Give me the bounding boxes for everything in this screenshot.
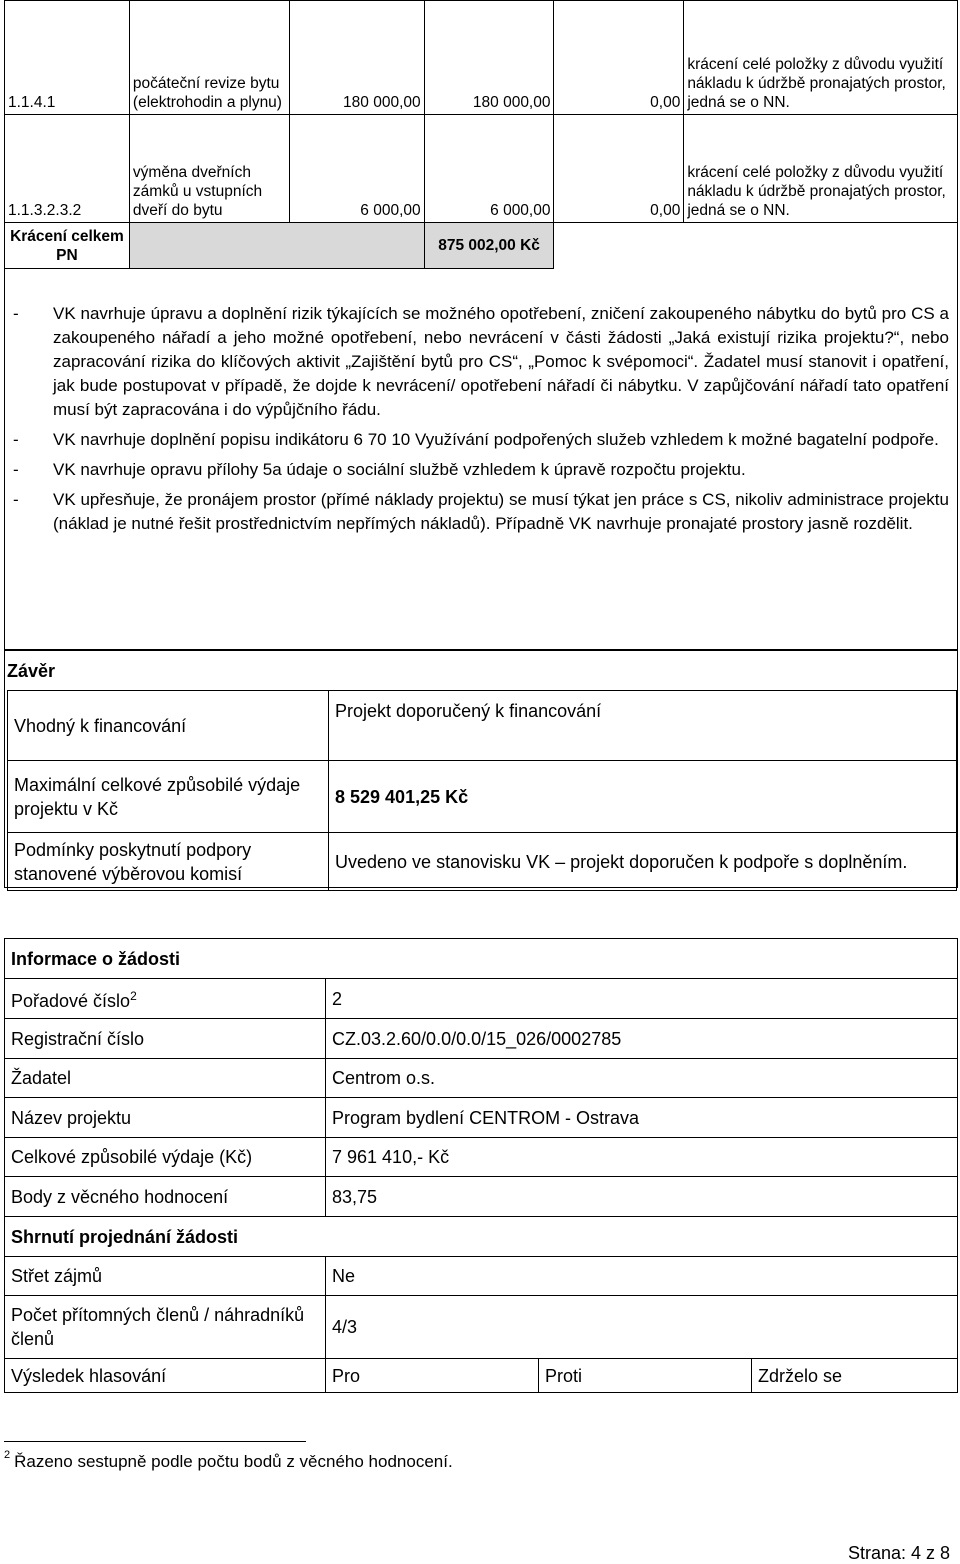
table-row: [5, 979, 958, 1019]
info-label: Žadatel: [5, 1059, 326, 1098]
item-amount: 180 000,00: [424, 1, 554, 115]
table-row: [5, 1, 958, 115]
info-value: Ne: [326, 1257, 958, 1296]
total-label: Krácení celkem PN: [5, 223, 130, 269]
table-row: [8, 761, 957, 833]
table-row: [5, 1098, 958, 1138]
list-item: - VK navrhuje doplnění popisu indikátoru 6 70 10 Využívání podpořených služeb vzhledem k možné bagatelní podpoře.: [13, 430, 939, 449]
conclusion-value: 8 529 401,25 Kč: [329, 761, 957, 833]
comment-text: VK navrhuje opravu přílohy 5a údaje o sociální službě vzhledem k úpravě rozpočtu projektu.: [53, 460, 746, 479]
item-amount: 6 000,00: [289, 115, 424, 223]
vote-for: Pro: [326, 1359, 539, 1393]
cost-reduction-table: [4, 0, 958, 269]
table-row: [5, 1359, 958, 1393]
section-title: Informace o žádosti: [5, 939, 958, 979]
conclusion-section: [4, 650, 958, 888]
vote-against: Proti: [539, 1359, 752, 1393]
info-value: 83,75: [326, 1177, 958, 1217]
table-row: [5, 1019, 958, 1059]
item-note: krácení celé položky z důvodu využití nákladu k údržbě pronajatých prostor, jedná se o NN.: [684, 115, 958, 223]
conclusion-label: Maximální celkové způsobilé výdaje projektu v Kč: [8, 761, 329, 833]
info-value: CZ.03.2.60/0.0/0.0/15_026/0002785: [326, 1019, 958, 1059]
table-row: [5, 1217, 958, 1257]
footnote: [4, 1449, 453, 1472]
info-label: Výsledek hlasování: [5, 1359, 326, 1393]
footnote-mark: 2: [4, 1449, 11, 1461]
conclusion-value: Uvedeno ve stanovisku VK – projekt doporučen k podpoře s doplněním.: [329, 833, 957, 891]
conclusion-table: [7, 690, 957, 891]
conclusion-value: Projekt doporučený k financování: [329, 691, 957, 761]
table-row: [5, 1059, 958, 1098]
table-row: [5, 1257, 958, 1296]
info-label: Střet zájmů: [5, 1257, 326, 1296]
info-label: Počet přítomných členů / náhradníků členů: [5, 1296, 326, 1359]
info-value: 2: [326, 979, 958, 1019]
order-label: Pořadové číslo: [11, 991, 131, 1011]
info-label: [5, 979, 326, 1019]
committee-comments: [4, 268, 958, 650]
section-title: Závěr: [7, 661, 56, 681]
item-note: krácení celé položky z důvodu využití nákladu k údržbě pronajatých prostor, jedná se o NN.: [684, 1, 958, 115]
table-row: [5, 1296, 958, 1359]
list-item: - VK navrhuje opravu přílohy 5a údaje o sociální službě vzhledem k úpravě rozpočtu projektu.: [13, 460, 746, 479]
footnote-text: Řazeno sestupně podle počtu bodů z věcného hodnocení.: [14, 1452, 453, 1471]
footnote-divider: [4, 1441, 306, 1442]
application-info-table: [4, 938, 958, 1393]
item-code: 1.1.4.1: [5, 1, 130, 115]
item-name: počáteční revize bytu (elektrohodin a plynu): [129, 1, 289, 115]
info-value: 4/3: [326, 1296, 958, 1359]
comment-text: VK navrhuje doplnění popisu indikátoru 6 70 10 Využívání podpořených služeb vzhledem k možné bagatelní podpoře.: [53, 430, 939, 449]
table-row: [5, 1177, 958, 1217]
item-amount: 6 000,00: [424, 115, 554, 223]
info-value: Program bydlení CENTROM - Ostrava: [326, 1098, 958, 1138]
item-amount: 180 000,00: [289, 1, 424, 115]
footnote-ref: 2: [130, 989, 137, 1003]
page-number: Strana: 4 z 8: [847, 1543, 950, 1563]
info-label: Název projektu: [5, 1098, 326, 1138]
vote-abstain: Zdrželo se: [752, 1359, 958, 1393]
table-row: [5, 1138, 958, 1177]
item-amount: 0,00: [554, 1, 684, 115]
comment-text: VK upřesňuje, že pronájem prostor (přímé náklady projektu) se musí týkat jen práce s CS, nikoliv administrace projektu (náklad je nutné řešit prostřednictvím nepřímých nákladů). Případně VK navrhuje pronajaté prostory jasně rozdělit.: [53, 490, 949, 533]
table-row: [8, 833, 957, 891]
table-row: [8, 691, 957, 761]
conclusion-label: Podmínky poskytnutí podpory stanovené výběrovou komisí: [8, 833, 329, 891]
info-label: Body z věcného hodnocení: [5, 1177, 326, 1217]
info-value: 7 961 410,- Kč: [326, 1138, 958, 1177]
section-title: Shrnutí projednání žádosti: [5, 1217, 958, 1257]
list-item: - VK navrhuje úpravu a doplnění rizik týkajících se možného opotřebení, zničení zakoupeného nábytku do bytů pro CS a zakoupeného nářadí a jeho možné opotřebení, nebo nevrácení v části žádosti „Jaká existují rizika projektu?“, nebo zapracování rizika do klíčových aktivit „Zajištění bytů pro CS“, „Pomoc k svépomoci“. Žadatel musí stanovit i opatření, jak bude postupovat v případě, že dojde k nevrácení/ opotřebení nářadí či nábytku. V zapůjčování nářadí tato opatření musí být zapracována i do výpůjčního řádu.: [13, 304, 949, 419]
info-value: Centrom o.s.: [326, 1059, 958, 1098]
item-name: výměna dveřních zámků u vstupních dveří do bytu: [129, 115, 289, 223]
conclusion-label: Vhodný k financování: [8, 691, 329, 761]
table-row: [5, 115, 958, 223]
item-amount: 0,00: [554, 115, 684, 223]
info-label: Celkové způsobilé výdaje (Kč): [5, 1138, 326, 1177]
list-item: - VK upřesňuje, že pronájem prostor (přímé náklady projektu) se musí týkat jen práce s CS, nikoliv administrace projektu (náklad je nutné řešit prostřednictvím nepřímých nákladů). Případně VK navrhuje pronajaté prostory jasně rozdělit.: [13, 490, 949, 533]
total-row: [5, 223, 958, 269]
total-value: 875 002,00 Kč: [424, 223, 554, 269]
item-code: 1.1.3.2.3.2: [5, 115, 130, 223]
comment-text: VK navrhuje úpravu a doplnění rizik týkajících se možného opotřebení, zničení zakoupeného nábytku do bytů pro CS a zakoupeného nářadí a jeho možné opotřebení, nebo nevrácení v části žádosti „Jaká existují rizika projektu?“, nebo zapracování rizika do klíčových aktivit „Zajištění bytů pro CS“, „Pomoc k svépomoci“. Žadatel musí stanovit i opatření, jak bude postupovat v případě, že dojde k nevrácení/ opotřebení nářadí či nábytku. V zapůjčování nářadí tato opatření musí být zapracována i do výpůjčního řádu.: [53, 304, 949, 419]
info-label: Registrační číslo: [5, 1019, 326, 1059]
table-row: [5, 939, 958, 979]
